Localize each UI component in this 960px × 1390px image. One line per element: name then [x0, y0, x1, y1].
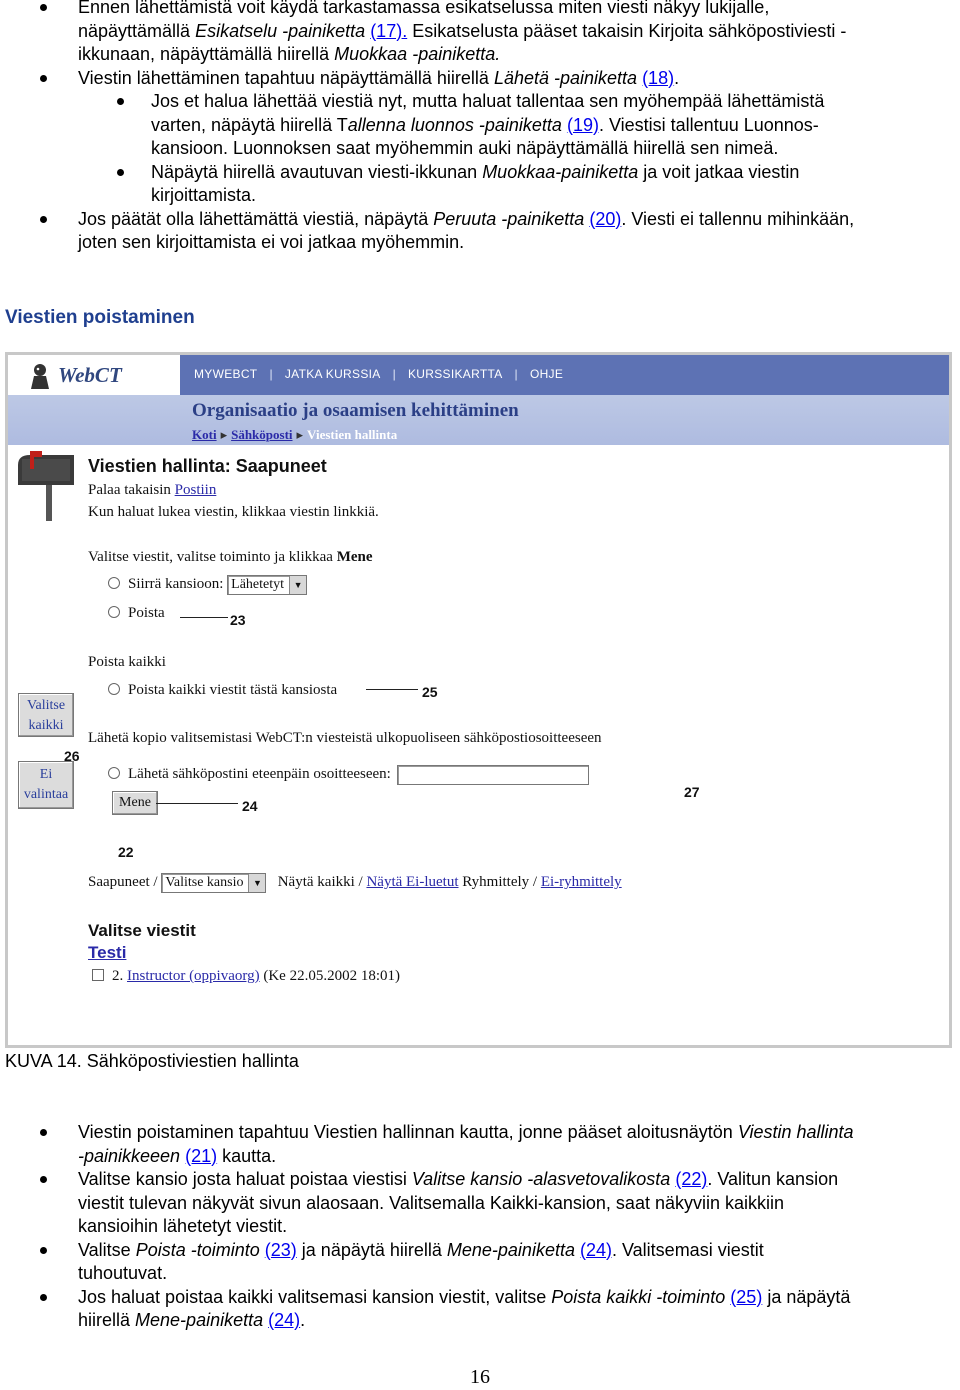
header-band [8, 355, 949, 445]
breadcrumb-arrow-icon: ▸ [220, 427, 228, 442]
ref-link-20[interactable]: (20) [589, 208, 622, 229]
text: . Viesti ei tallennu mihinkään, [621, 208, 855, 229]
breadcrumb-mail[interactable]: Sähköposti [231, 427, 293, 442]
list-item [0, 1168, 958, 1239]
nav-help[interactable]: OHJE [529, 367, 564, 382]
text: . Valitsemasi viestit [612, 1239, 764, 1260]
nav-mywebct[interactable]: MYWEBCT [194, 367, 258, 382]
text: kaikki [28, 718, 64, 733]
ref-link-19[interactable]: (19) [566, 114, 599, 135]
delete-all-radio[interactable] [108, 683, 120, 695]
mailbox-icon [12, 451, 84, 521]
forward-label: Lähetä sähköpostini eteenpäin osoitteeseen: [128, 766, 391, 782]
text: Valitse viestit, valitse toiminto ja klikkaa [88, 549, 337, 565]
back-line [88, 479, 216, 503]
delete-label: Poista [128, 605, 165, 621]
message-date: (Ke 22.05.2002 18:01) [259, 968, 401, 984]
text: kansioon. Luonnoksen saat myöhemmin auki näpäyttämällä hiirellä sen nimeä. [151, 138, 779, 158]
top-nav [180, 355, 949, 395]
forward-heading: Lähetä kopio valitsemistasi WebCT:n viesteistä ulkopuoliseen sähköpostiosoitteeseen [88, 730, 602, 746]
delete-radio[interactable] [108, 606, 120, 618]
text: Jos päätät olla lähettämättä viestiä, näpäytä [78, 208, 434, 229]
section-heading: Viestien poistaminen [5, 307, 195, 328]
ref-link-25[interactable]: (25) [730, 1286, 763, 1307]
text: Ennen lähettämistä voit käydä tarkastamassa esikatselussa miten viesti näkyy lukijalle, [78, 0, 770, 17]
text: kirjoittamista. [151, 185, 257, 205]
folder-select[interactable] [161, 873, 266, 893]
callout-line [156, 803, 238, 804]
text: Esikatselu -painiketta [195, 20, 366, 41]
list-item [0, 0, 958, 67]
text: Mene-painiketta [446, 1239, 575, 1260]
delete-option [108, 602, 165, 626]
text: joten sen kirjoittamista ei voi jatkaa myöhemmin. [78, 232, 465, 252]
bullet-icon [40, 4, 47, 11]
bullet-icon [40, 75, 47, 82]
ungrouped-link[interactable]: Ei-ryhmittely [540, 874, 622, 890]
ref-link-22[interactable]: (22) [675, 1169, 708, 1189]
text: ja näpäytä hiirellä [296, 1239, 447, 1260]
text: . Viestisi tallentuu Luonnos- [598, 114, 819, 135]
select-messages-heading: Valitse viestit [88, 921, 196, 940]
text: Valitse kansio -alasvetovalikosta [411, 1169, 671, 1189]
instruction-text: Kun haluat lukea viestin, klikkaa viestin linkkiä. [88, 504, 379, 520]
instruction-text [88, 546, 373, 570]
list-item [0, 1239, 958, 1286]
move-label: Siirrä kansioon: [128, 576, 224, 592]
figure-caption: KUVA 14. Sähköpostiviestien hallinta [5, 1051, 299, 1071]
callout-22: 22 [118, 844, 134, 860]
bullet-icon [40, 216, 47, 223]
ref-link-21[interactable]: (21) [185, 1145, 218, 1166]
bottom-bullet-list [0, 1121, 958, 1333]
callout-line [366, 689, 418, 690]
text: Ryhmittely / [458, 874, 541, 890]
text: varten, näpäytä hiirellä T [151, 114, 348, 135]
text: Viestin hallinta [737, 1122, 854, 1142]
delete-all-label: Poista kaikki viestit tästä kansiosta [128, 682, 338, 698]
text: Viestin poistaminen tapahtuu Viestien hallinnan kautta, jonne pääset aloitusnäytön [78, 1122, 738, 1142]
text: 2. [112, 968, 127, 984]
callout-line [180, 617, 228, 618]
callout-24: 24 [242, 798, 258, 814]
bullet-icon [40, 1294, 47, 1301]
go-button[interactable]: Mene [112, 791, 158, 815]
list-item [0, 1286, 958, 1333]
bullet-icon [117, 98, 124, 105]
bullet-icon [40, 1247, 47, 1254]
list-item [0, 67, 958, 91]
folder-label: Saapuneet / [88, 874, 158, 890]
text: Ei [39, 767, 53, 782]
select-all-button[interactable] [18, 693, 74, 737]
text: tuhoutuvat. [78, 1263, 168, 1283]
text: Valitse [78, 1239, 136, 1260]
text: Palaa takaisin [88, 482, 175, 498]
callout-27: 27 [684, 784, 700, 800]
ref-link-24b[interactable]: (24) [268, 1310, 301, 1330]
webct-screenshot [5, 352, 952, 1048]
nav-separator: | [269, 367, 273, 382]
text: Esikatselusta pääset takaisin Kirjoita sähköpostiviesti - [407, 20, 847, 41]
delete-all-option [108, 679, 337, 703]
breadcrumb-current: Viestien hallinta [307, 427, 398, 442]
ref-link-17[interactable]: (17). [370, 20, 408, 41]
mascot-icon [28, 363, 52, 389]
back-to-mail-link[interactable]: Postiin [174, 482, 217, 498]
list-item [0, 161, 921, 208]
text: Jos et halua lähettää viestiä nyt, mutta haluat tallentaa sen myöhempää lähettämistä [151, 91, 825, 111]
select-value: Valitse kansio [165, 874, 244, 890]
text: Muokkaa -painiketta. [334, 44, 501, 64]
text: Valitse kansio josta haluat poistaa viestisi [78, 1169, 412, 1189]
forward-option [108, 763, 589, 787]
message-checkbox[interactable] [92, 969, 104, 981]
callout-26: 26 [64, 748, 80, 764]
forward-address-input[interactable] [397, 765, 589, 785]
text: Lähetä -painiketta [493, 67, 638, 88]
show-unread-link[interactable]: Näytä Ei-luetut [366, 874, 459, 890]
list-item [0, 1121, 958, 1168]
list-item [0, 208, 958, 255]
breadcrumb-arrow-icon: ▸ [296, 427, 304, 442]
delete-all-heading: Poista kaikki [88, 654, 166, 670]
show-all-text: Näytä kaikki [277, 874, 355, 890]
bullet-icon [40, 1129, 47, 1136]
bullet-icon [117, 169, 124, 176]
text: . [674, 67, 680, 88]
text: -painikkeeen [78, 1145, 181, 1166]
page-number: 16 [470, 1366, 490, 1388]
list-item [0, 90, 921, 161]
text: Jos haluat poistaa kaikki valitsemasi kansion viestit, valitse [78, 1286, 552, 1307]
breadcrumb [192, 423, 397, 447]
text: Muokkaa-painiketta [482, 161, 639, 182]
chevron-down-icon: ▼ [248, 874, 265, 892]
folder-link[interactable]: Testi [88, 943, 127, 962]
text: Viestin lähettäminen tapahtuu näpäyttämällä hiirellä [78, 67, 494, 88]
logo [8, 355, 180, 395]
text: . Valitun kansion [707, 1169, 839, 1189]
move-radio[interactable] [108, 577, 120, 589]
nav-continue-course[interactable]: JATKA KURSSIA [284, 367, 381, 382]
folder-filter-row [88, 871, 622, 895]
text: / [354, 874, 367, 890]
nav-separator: | [514, 367, 518, 382]
move-option [108, 573, 307, 597]
text: ja voit jatkaa viestin [638, 161, 800, 182]
text: näpäyttämällä [78, 20, 196, 41]
text: ikkunaan, näpäyttämällä hiirellä [78, 44, 335, 64]
callout-23: 23 [230, 612, 246, 628]
callout-25: 25 [422, 684, 438, 700]
text: . [300, 1310, 306, 1330]
text: hiirellä [78, 1310, 136, 1330]
text: valintaa [23, 787, 69, 802]
text: kansioihin lähetetyt viestit. [78, 1216, 288, 1236]
chevron-down-icon: ▼ [289, 576, 306, 594]
text: Valitse [26, 698, 66, 713]
nav-course-map[interactable]: KURSSIKARTTA [408, 367, 503, 382]
breadcrumb-home[interactable]: Koti [192, 427, 217, 442]
ref-link-23[interactable]: (23) [264, 1239, 297, 1260]
course-title: Organisaatio ja osaamisen kehittäminen [192, 400, 519, 421]
text: viestit tulevan näkyvät sivun alaosaan. Valitsemalla Kaikki-kansion, saat näkyviin kaikkiin [78, 1192, 785, 1213]
text: Peruuta -painiketta [433, 208, 585, 229]
ref-link-18[interactable]: (18) [642, 67, 675, 88]
message-link[interactable]: Instructor (oppivaorg) [127, 968, 260, 984]
text: Poista -toiminto [135, 1239, 260, 1260]
text: ja näpäytä [762, 1286, 851, 1307]
text: allenna luonnos -painiketta [347, 114, 562, 135]
text: Mene [336, 549, 373, 565]
text: kautta. [217, 1145, 277, 1166]
logo-text: WebCT [58, 363, 122, 387]
ref-link-24[interactable]: (24) [579, 1239, 612, 1260]
nav-separator: | [392, 367, 396, 382]
select-value: Lähetetyt [231, 576, 285, 592]
text: Näpäytä hiirellä avautuvan viesti-ikkunan [151, 161, 483, 182]
text: Mene-painiketta [135, 1310, 264, 1330]
text: Poista kaikki -toiminto [551, 1286, 726, 1307]
bullet-icon [40, 1176, 47, 1183]
page-title: Viestien hallinta: Saapuneet [88, 456, 327, 476]
top-bullet-list [0, 0, 958, 255]
move-folder-select[interactable] [227, 575, 307, 595]
message-row [92, 965, 400, 989]
forward-radio[interactable] [108, 767, 120, 779]
